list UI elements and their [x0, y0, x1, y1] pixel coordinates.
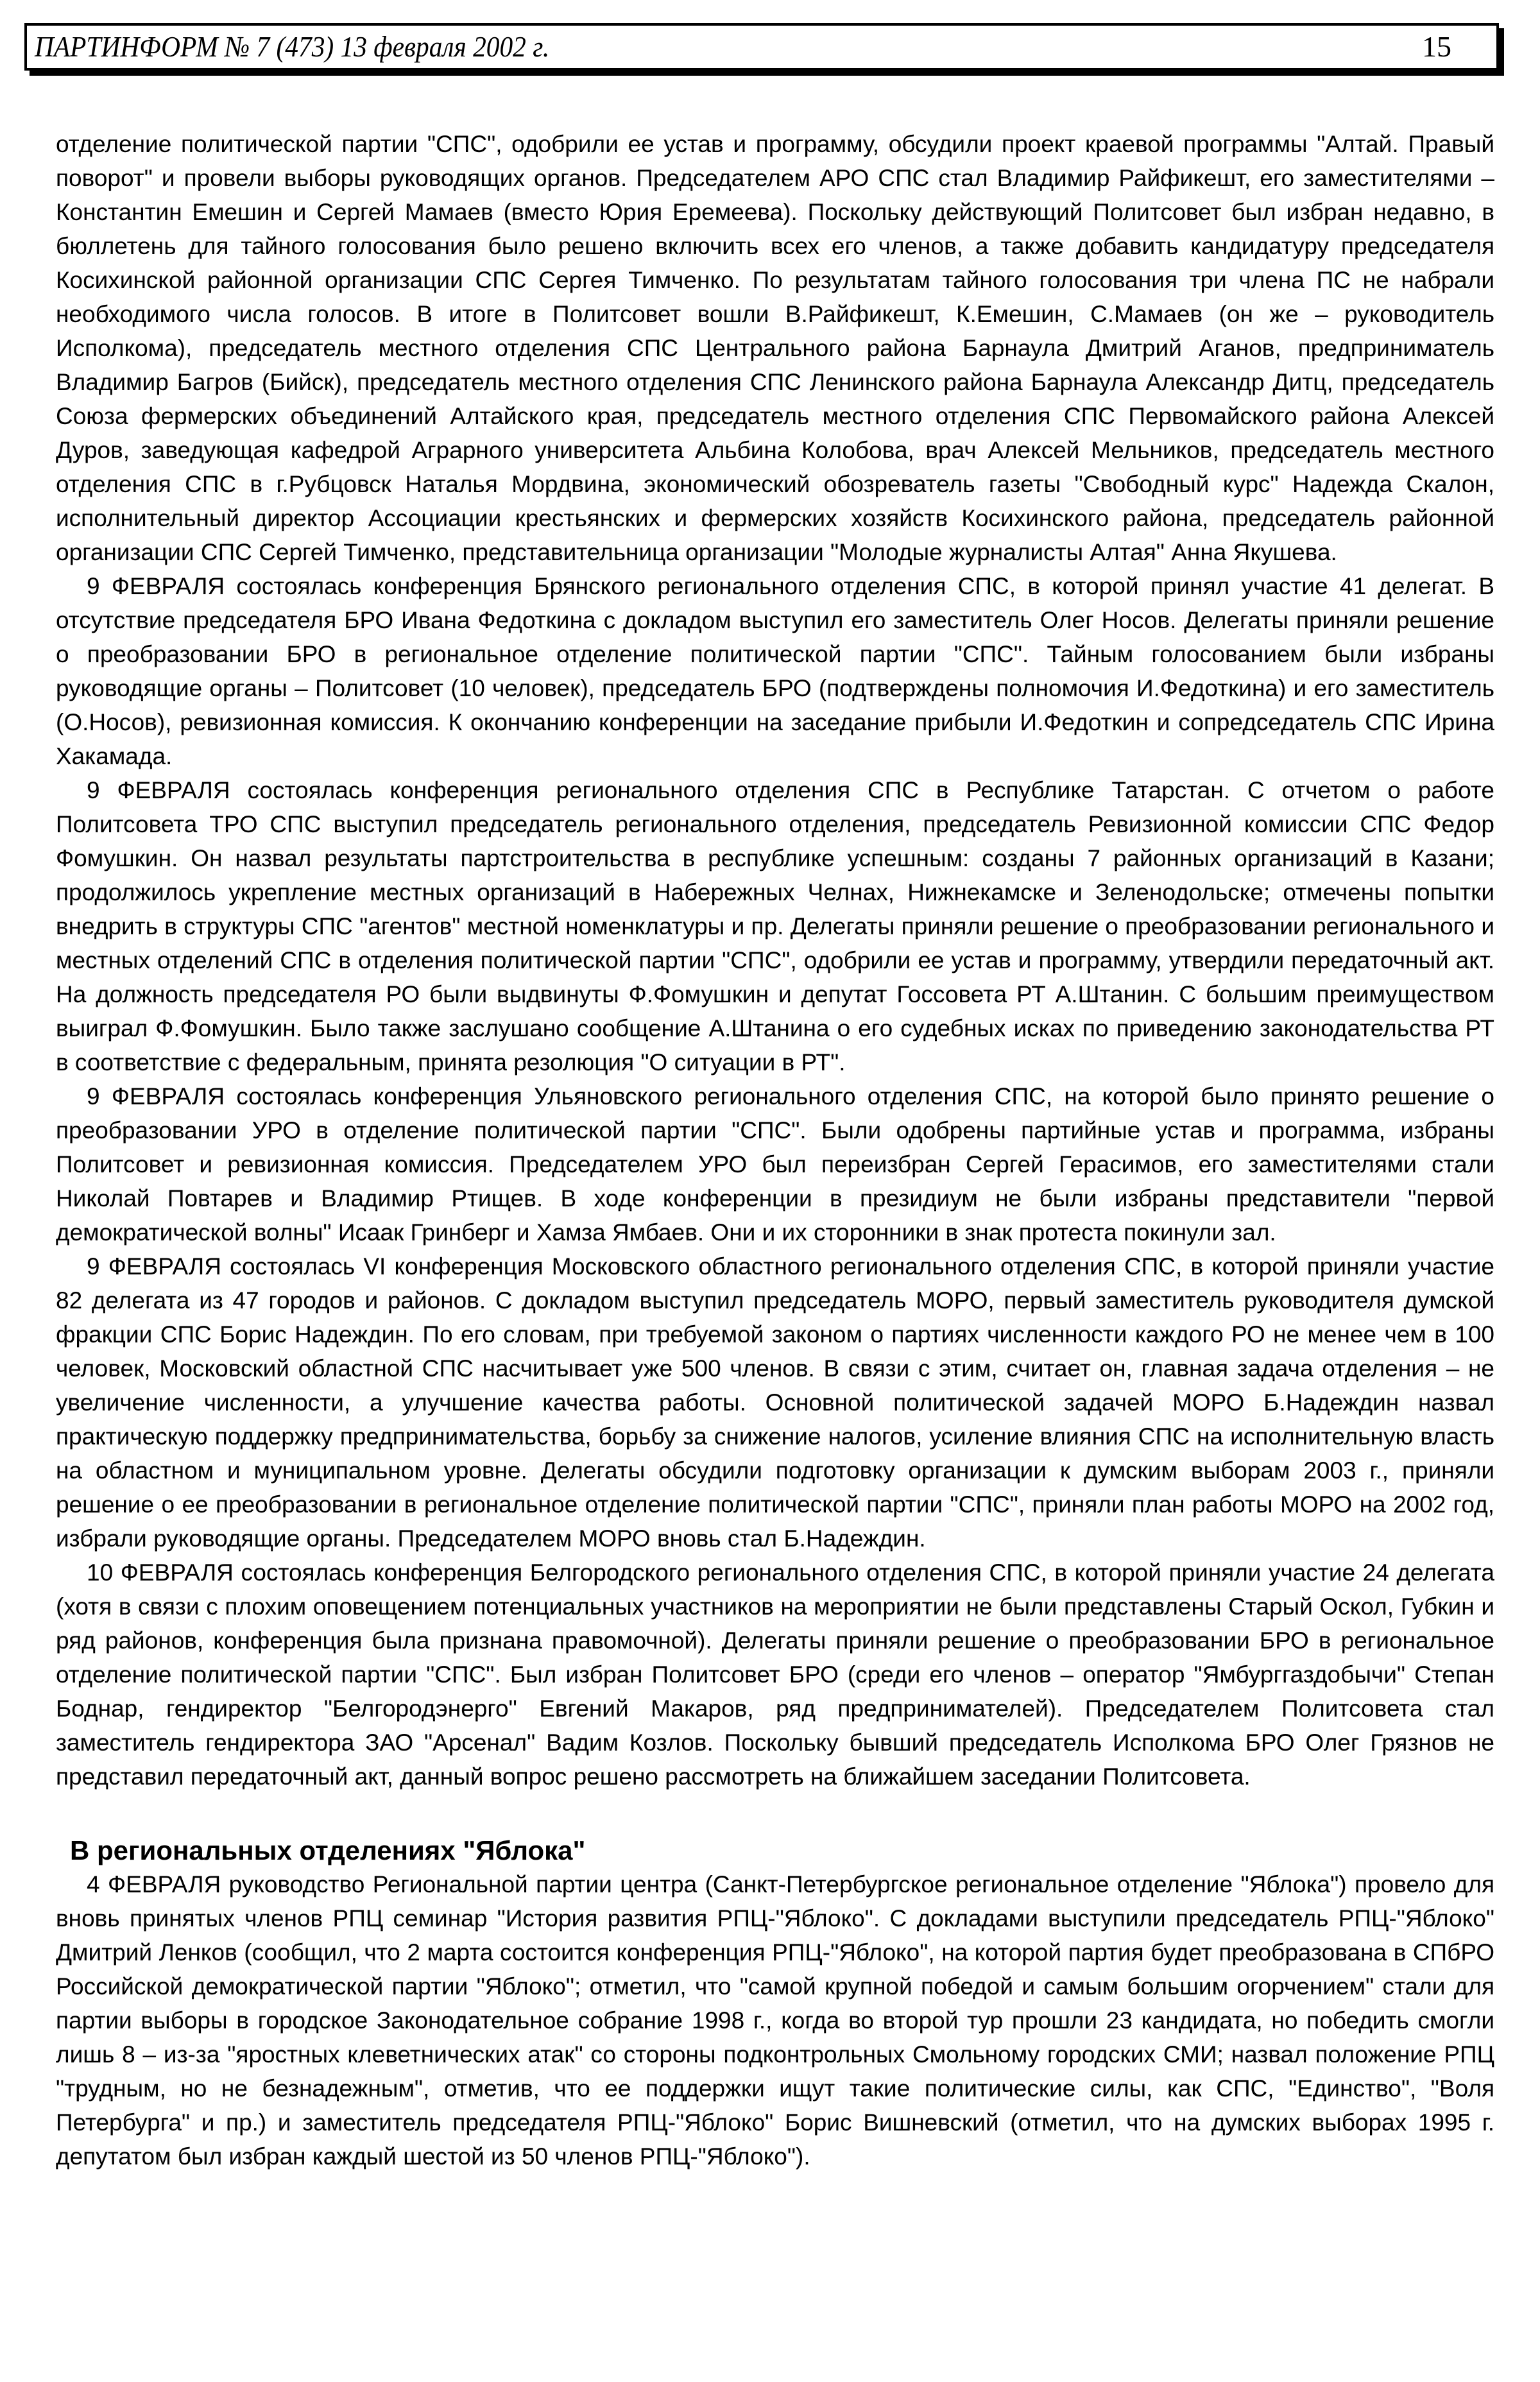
page-number: 15 [1422, 30, 1451, 63]
paragraph: 9 ФЕВРАЛЯ состоялась конференция регионального отделения СПС в Республике Татарстан. С отчетом о работе Политсовета ТРО СПС выступил председатель регионального отделения, председатель Ревизионной комиссии СПС Федор Фомушкин. Он назвал результаты партстроительства в республике успешным: созданы 7 районных организаций в Казани; продолжилось укрепление местных организаций в Набережных Челнах, Нижнекамске и Зеленодольске; отмечены попытки внедрить в структуры СПС "агентов" местной номенклатуры и пр. Делегаты приняли решение о преобразовании регионального и местных отделений СПС в отделения политической партии "СПС", одобрили ее устав и программу, утвердили передаточный акт. На должность председателя РО были выдвинуты Ф.Фомушкин и депутат Госсовета РТ А.Штанин. С большим преимуществом выиграл Ф.Фомушкин. Было также заслушано сообщение А.Штанина о его судебных исках по приведению законодательства РТ в соответствие с федеральным, принята резолюция "О ситуации в РТ". [56, 777, 1494, 1075]
page-header [24, 23, 1499, 71]
paragraph: 9 ФЕВРАЛЯ состоялась VI конференция Московского областного регионального отделения СПС, в которой приняли участие 82 делегата из 47 городов и районов. С докладом выступил председатель МОРО, первый заместитель руководителя думской фракции СПС Борис Надеждин. По его словам, при требуемой законом о партиях численности каждого РО не менее чем в 100 человек, Московский областной СПС насчитывает уже 500 членов. В связи с этим, считает он, главная задача отделения – не увеличение численности, а улучшение качества работы. Основной политической задачей МОРО Б.Надеждин назвал практическую поддержку предпринимательства, борьбу за снижение налогов, усиление влияния СПС на исполнительную власть на областном и муниципальном уровне. Делегаты обсудили подготовку организации к думским выборам 2003 г., приняли решение о ее преобразовании в региональное отделение политической партии "СПС", приняли план работы МОРО на 2002 год, избрали руководящие органы. Председателем МОРО вновь стал Б.Надеждин. [56, 1253, 1494, 1552]
paragraph: отделение политической партии "СПС", одобрили ее устав и программу, обсудили проект краевой программы "Алтай. Правый поворот" и провели выборы руководящих органов. Председателем АРО СПС стал Владимир Райфикешт, его заместителями – Константин Емешин и Сергей Мамаев (вместо Юрия Еремеева). Поскольку действующий Политсовет был избран недавно, в бюллетень для тайного голосования было решено включить всех его членов, а также добавить кандидатуру председателя Косихинской районной организации СПС Сергея Тимченко. По результатам тайного голосования три члена ПС не набрали необходимого числа голосов. В итоге в Политсовет вошли В.Райфикешт, К.Емешин, С.Мамаев (он же – руководитель Исполкома), председатель местного отделения СПС Центрального района Барнаула Дмитрий Аганов, предприниматель Владимир Багров (Бийск), председатель местного отделения СПС Ленинского района Барнаула Александр Дитц, председатель Союза фермерских объединений Алтайского края, председатель местного отделения СПС Первомайского района Алексей Дуров, заведующая кафедрой Аграрного университета Альбина Колобова, врач Алексей Мельников, председатель местного отделения СПС в г.Рубцовск Наталья Мордвина, экономический обозреватель газеты "Свободный курс" Надежда Скалон, исполнительный директор Ассоциации крестьянских и фермерских хозяйств Косихинского района, председатель районной организации СПС Сергей Тимченко, представительница организации "Молодые журналисты Алтая" Анна Якушева. [56, 131, 1494, 565]
publication-title: ПАРТИНФОРМ № 7 (473) 13 февраля 2002 г. [35, 30, 550, 63]
paragraph: 9 ФЕВРАЛЯ состоялась конференция Брянского регионального отделения СПС, в которой принял участие 41 делегат. В отсутствие председателя БРО Ивана Федоткина с докладом выступил его заместитель Олег Носов. Делегаты приняли решение о преобразовании БРО в региональное отделение политической партии "СПС". Тайным голосованием были избраны руководящие органы – Политсовет (10 человек), председатель БРО (подтверждены полномочия И.Федоткина) и его заместитель (О.Носов), ревизионная комиссия. К окончанию конференции на заседание прибыли И.Федоткин и сопредседатель СПС Ирина Хакамада. [56, 573, 1494, 769]
paragraph: 10 ФЕВРАЛЯ состоялась конференция Белгородского регионального отделения СПС, в которой приняли участие 24 делегата (хотя в связи с плохим оповещением потенциальных участников на мероприятии не были представлены Старый Оскол, Губкин и ряд районов, конференция была признана правомочной). Делегаты приняли решение о преобразовании БРО в региональное отделение политической партии "СПС". Был избран Политсовет БРО (среди его членов – оператор "Ямбурггаздобычи" Степан Боднар, гендиректор "Белгородэнерго" Евгений Макаров, ряд предпринимателей). Председателем Политсовета стал заместитель гендиректора ЗАО "Арсенал" Вадим Козлов. Поскольку бывший председатель Исполкома БРО Олег Грязнов не представил передаточный акт, данный вопрос решено рассмотреть на ближайшем заседании Политсовета. [56, 1559, 1494, 1790]
article-body [56, 127, 1494, 2173]
paragraph: 4 ФЕВРАЛЯ руководство Региональной партии центра (Санкт-Петербургское региональное отделение "Яблока") провело для вновь принятых членов РПЦ семинар "История развития РПЦ-"Яблоко". С докладами выступили председатель РПЦ-"Яблоко" Дмитрий Ленков (сообщил, что 2 марта состоится конференция РПЦ-"Яблоко", на которой партия будет преобразована в СПбРО Российской демократической партии "Яблоко"; отметил, что "самой крупной победой и самым большим огорчением" стали для партии выборы в городское Законодательное собрание 1998 г., когда во второй тур прошли 23 кандидата, но победить смогли лишь 8 – из-за "яростных клеветнических атак" со стороны подконтрольных Смольному городских СМИ; назвал положение РПЦ "трудным, но не безнадежным", отметив, что ее поддержки ищут такие политические силы, как СПС, "Единство", "Воля Петербурга" и пр.) и заместитель председателя РПЦ-"Яблоко" Борис Вишневский (отметил, что на думских выборах 1995 г. депутатом был избран каждый шестой из 50 членов РПЦ-"Яблоко"). [56, 1871, 1494, 2170]
paragraph: 9 ФЕВРАЛЯ состоялась конференция Ульяновского регионального отделения СПС, на которой было принято решение о преобразовании УРО в отделение политической партии "СПС". Были одобрены партийные устав и программа, избраны Политсовет и ревизионная комиссия. Председателем УРО был переизбран Сергей Герасимов, его заместителями стали Николай Повтарев и Владимир Ртищев. В ходе конференции в президиум не были избраны представители "первой демократической волны" Исаак Гринберг и Хамза Ямбаев. Они и их сторонники в знак протеста покинули зал. [56, 1083, 1494, 1246]
section-heading: В региональных отделениях "Яблока" [70, 1835, 586, 1865]
